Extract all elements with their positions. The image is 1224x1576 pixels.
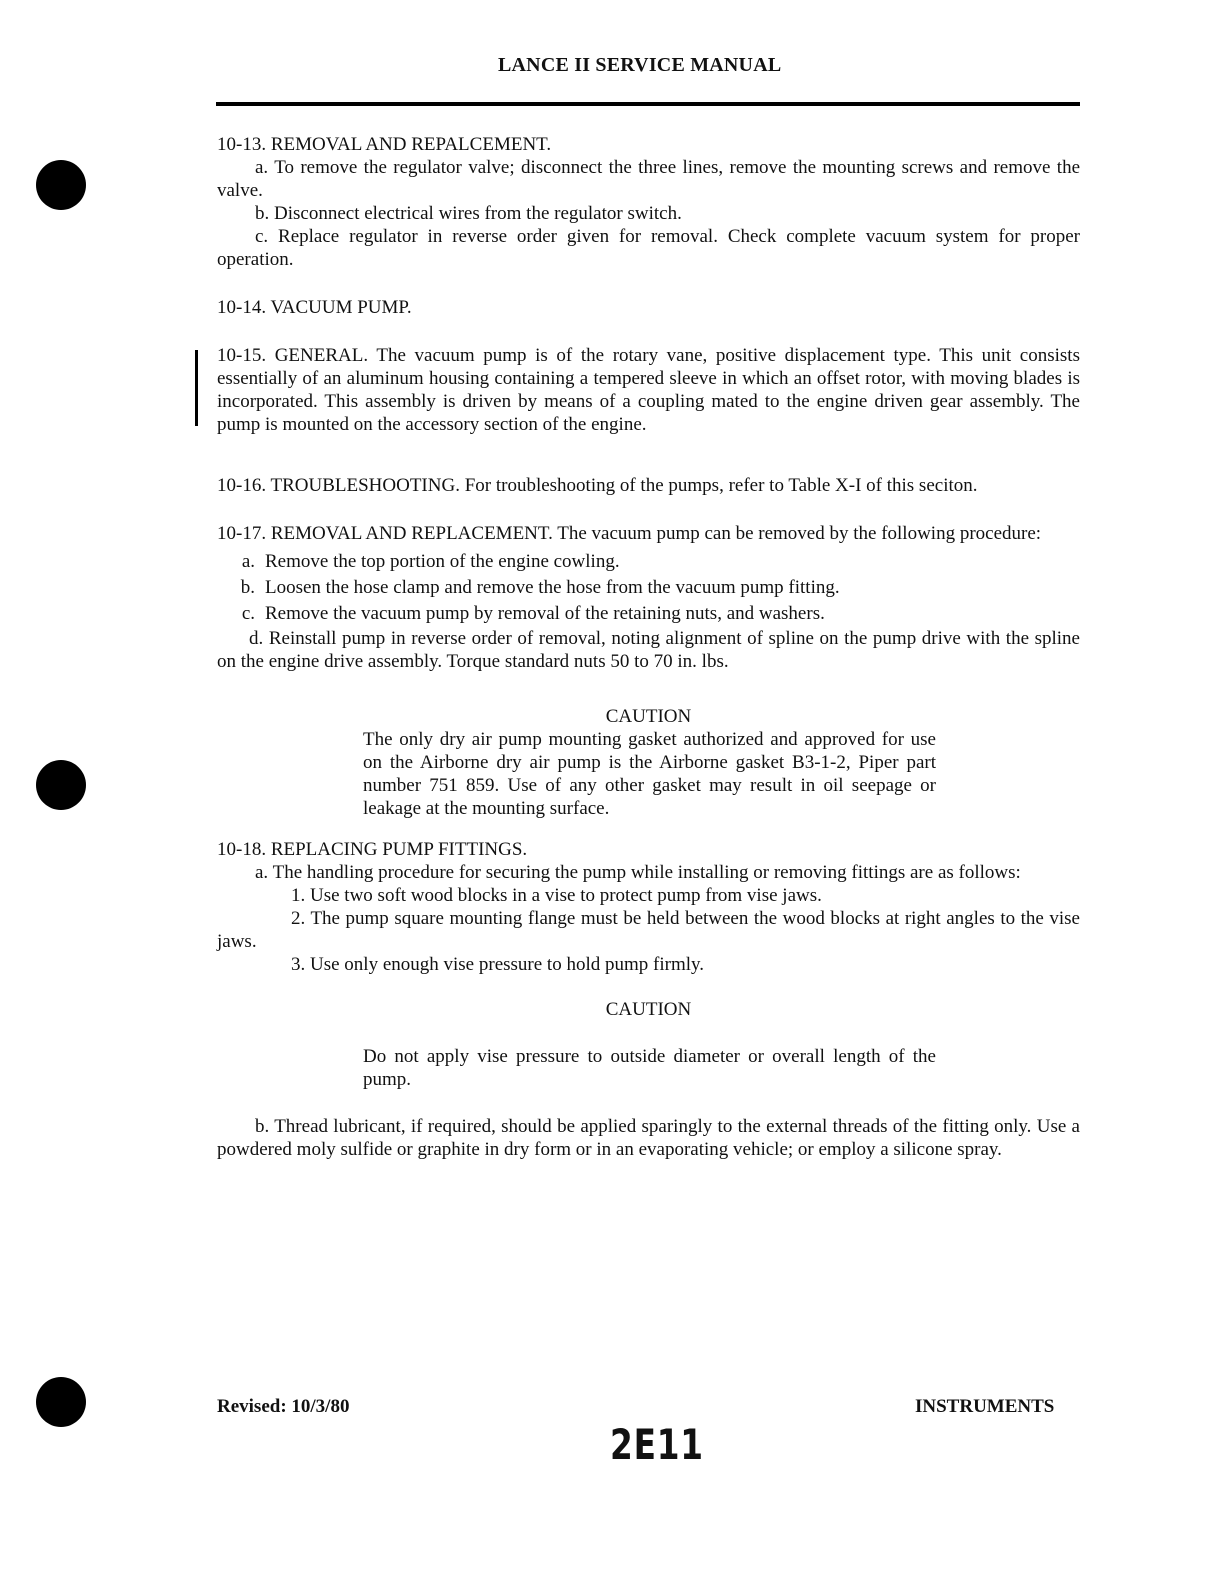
section-10-13-item-b: b. Disconnect electrical wires from the regulator switch.	[255, 203, 682, 224]
list-item-text: Remove the top portion of the engine cowling.	[265, 551, 620, 572]
section-10-13-title: 10-13. REMOVAL AND REPALCEMENT.	[217, 134, 552, 155]
section-10-17-intro: 10-17. REMOVAL AND REPLACEMENT. The vacuum pump can be removed by the following procedure:	[217, 523, 1042, 544]
revision-change-bar	[195, 350, 198, 426]
section-10-13-item-a: a. To remove the regulator valve; disconnect the three lines, remove the mounting screws and remove the valve.	[217, 157, 1080, 201]
caution-text-1: The only dry air pump mounting gasket authorized and approved for use on the Airborne dry air pump is the Airborne gasket B3-1-2, Piper part number 751 859. Use of any other gasket may result in oil seepage or leakage at the mounting surface.	[363, 729, 936, 819]
section-10-13-item-c: c. Replace regulator in reverse order given for removal. Check complete vacuum system for proper operation.	[217, 226, 1080, 270]
list-item-label: b.	[240, 577, 255, 598]
section-10-17-item-d: d. Reinstall pump in reverse order of removal, noting alignment of spline on the pump drive with the spline on the engine drive assembly. Torque standard nuts 50 to 70 in. lbs.	[217, 628, 1080, 672]
section-10-15-general: 10-15. GENERAL. The vacuum pump is of the rotary vane, positive displacement type. This unit consists essentially of an aluminum housing containing a tempered sleeve in which an offset rotor, with moving blades is incorporated. This assembly is driven by means of a coupling mated to the engine driven gear assembly. The pump is mounted on the accessory section of the engine.	[217, 345, 1080, 435]
section-10-18-step-2: 2. The pump square mounting flange must be held between the wood blocks at right angles to the vise jaws.	[217, 908, 1080, 952]
list-item	[217, 575, 1080, 601]
binder-hole-middle	[36, 760, 86, 810]
list-item	[217, 549, 1080, 575]
footer-section-name: INSTRUMENTS	[915, 1396, 1055, 1417]
caution-heading-2: CAUTION	[605, 999, 692, 1020]
caution-heading-1: CAUTION	[605, 706, 692, 727]
list-item-label: c.	[241, 603, 255, 624]
page-header-title: LANCE II SERVICE MANUAL	[498, 54, 782, 76]
list-item	[217, 601, 1080, 627]
section-10-14-title: 10-14. VACUUM PUMP.	[217, 297, 412, 318]
list-item-text: Loosen the hose clamp and remove the hose from the vacuum pump fitting.	[265, 577, 840, 598]
section-10-16-troubleshooting: 10-16. TROUBLESHOOTING. For troubleshooting of the pumps, refer to Table X-I of this seciton.	[217, 475, 978, 496]
page-body	[217, 133, 1080, 1161]
caution-text-2: Do not apply vise pressure to outside diameter or overall length of the pump.	[363, 1046, 936, 1090]
footer-revised-date: Revised: 10/3/80	[217, 1396, 350, 1417]
list-item-text: Remove the vacuum pump by removal of the retaining nuts, and washers.	[265, 603, 825, 624]
section-10-18-item-b: b. Thread lubricant, if required, should be applied sparingly to the external threads of the fitting only. Use a powdered moly sulfide or graphite in dry form or in an evaporating vehicle; or employ a silicone spray.	[217, 1116, 1080, 1160]
section-10-18-item-a: a. The handling procedure for securing the pump while installing or removing fittings are as follows:	[255, 862, 1021, 883]
footer-page-number: 2E11	[610, 1420, 704, 1469]
header-rule	[216, 102, 1080, 106]
section-10-18-step-3: 3. Use only enough vise pressure to hold pump firmly.	[291, 954, 705, 975]
list-item-label: a.	[241, 551, 255, 572]
binder-hole-top	[36, 160, 86, 210]
section-10-17-list	[217, 549, 1080, 627]
binder-hole-bottom	[36, 1377, 86, 1427]
section-10-18-title: 10-18. REPLACING PUMP FITTINGS.	[217, 839, 528, 860]
section-10-18-step-1: 1. Use two soft wood blocks in a vise to protect pump from vise jaws.	[291, 885, 822, 906]
